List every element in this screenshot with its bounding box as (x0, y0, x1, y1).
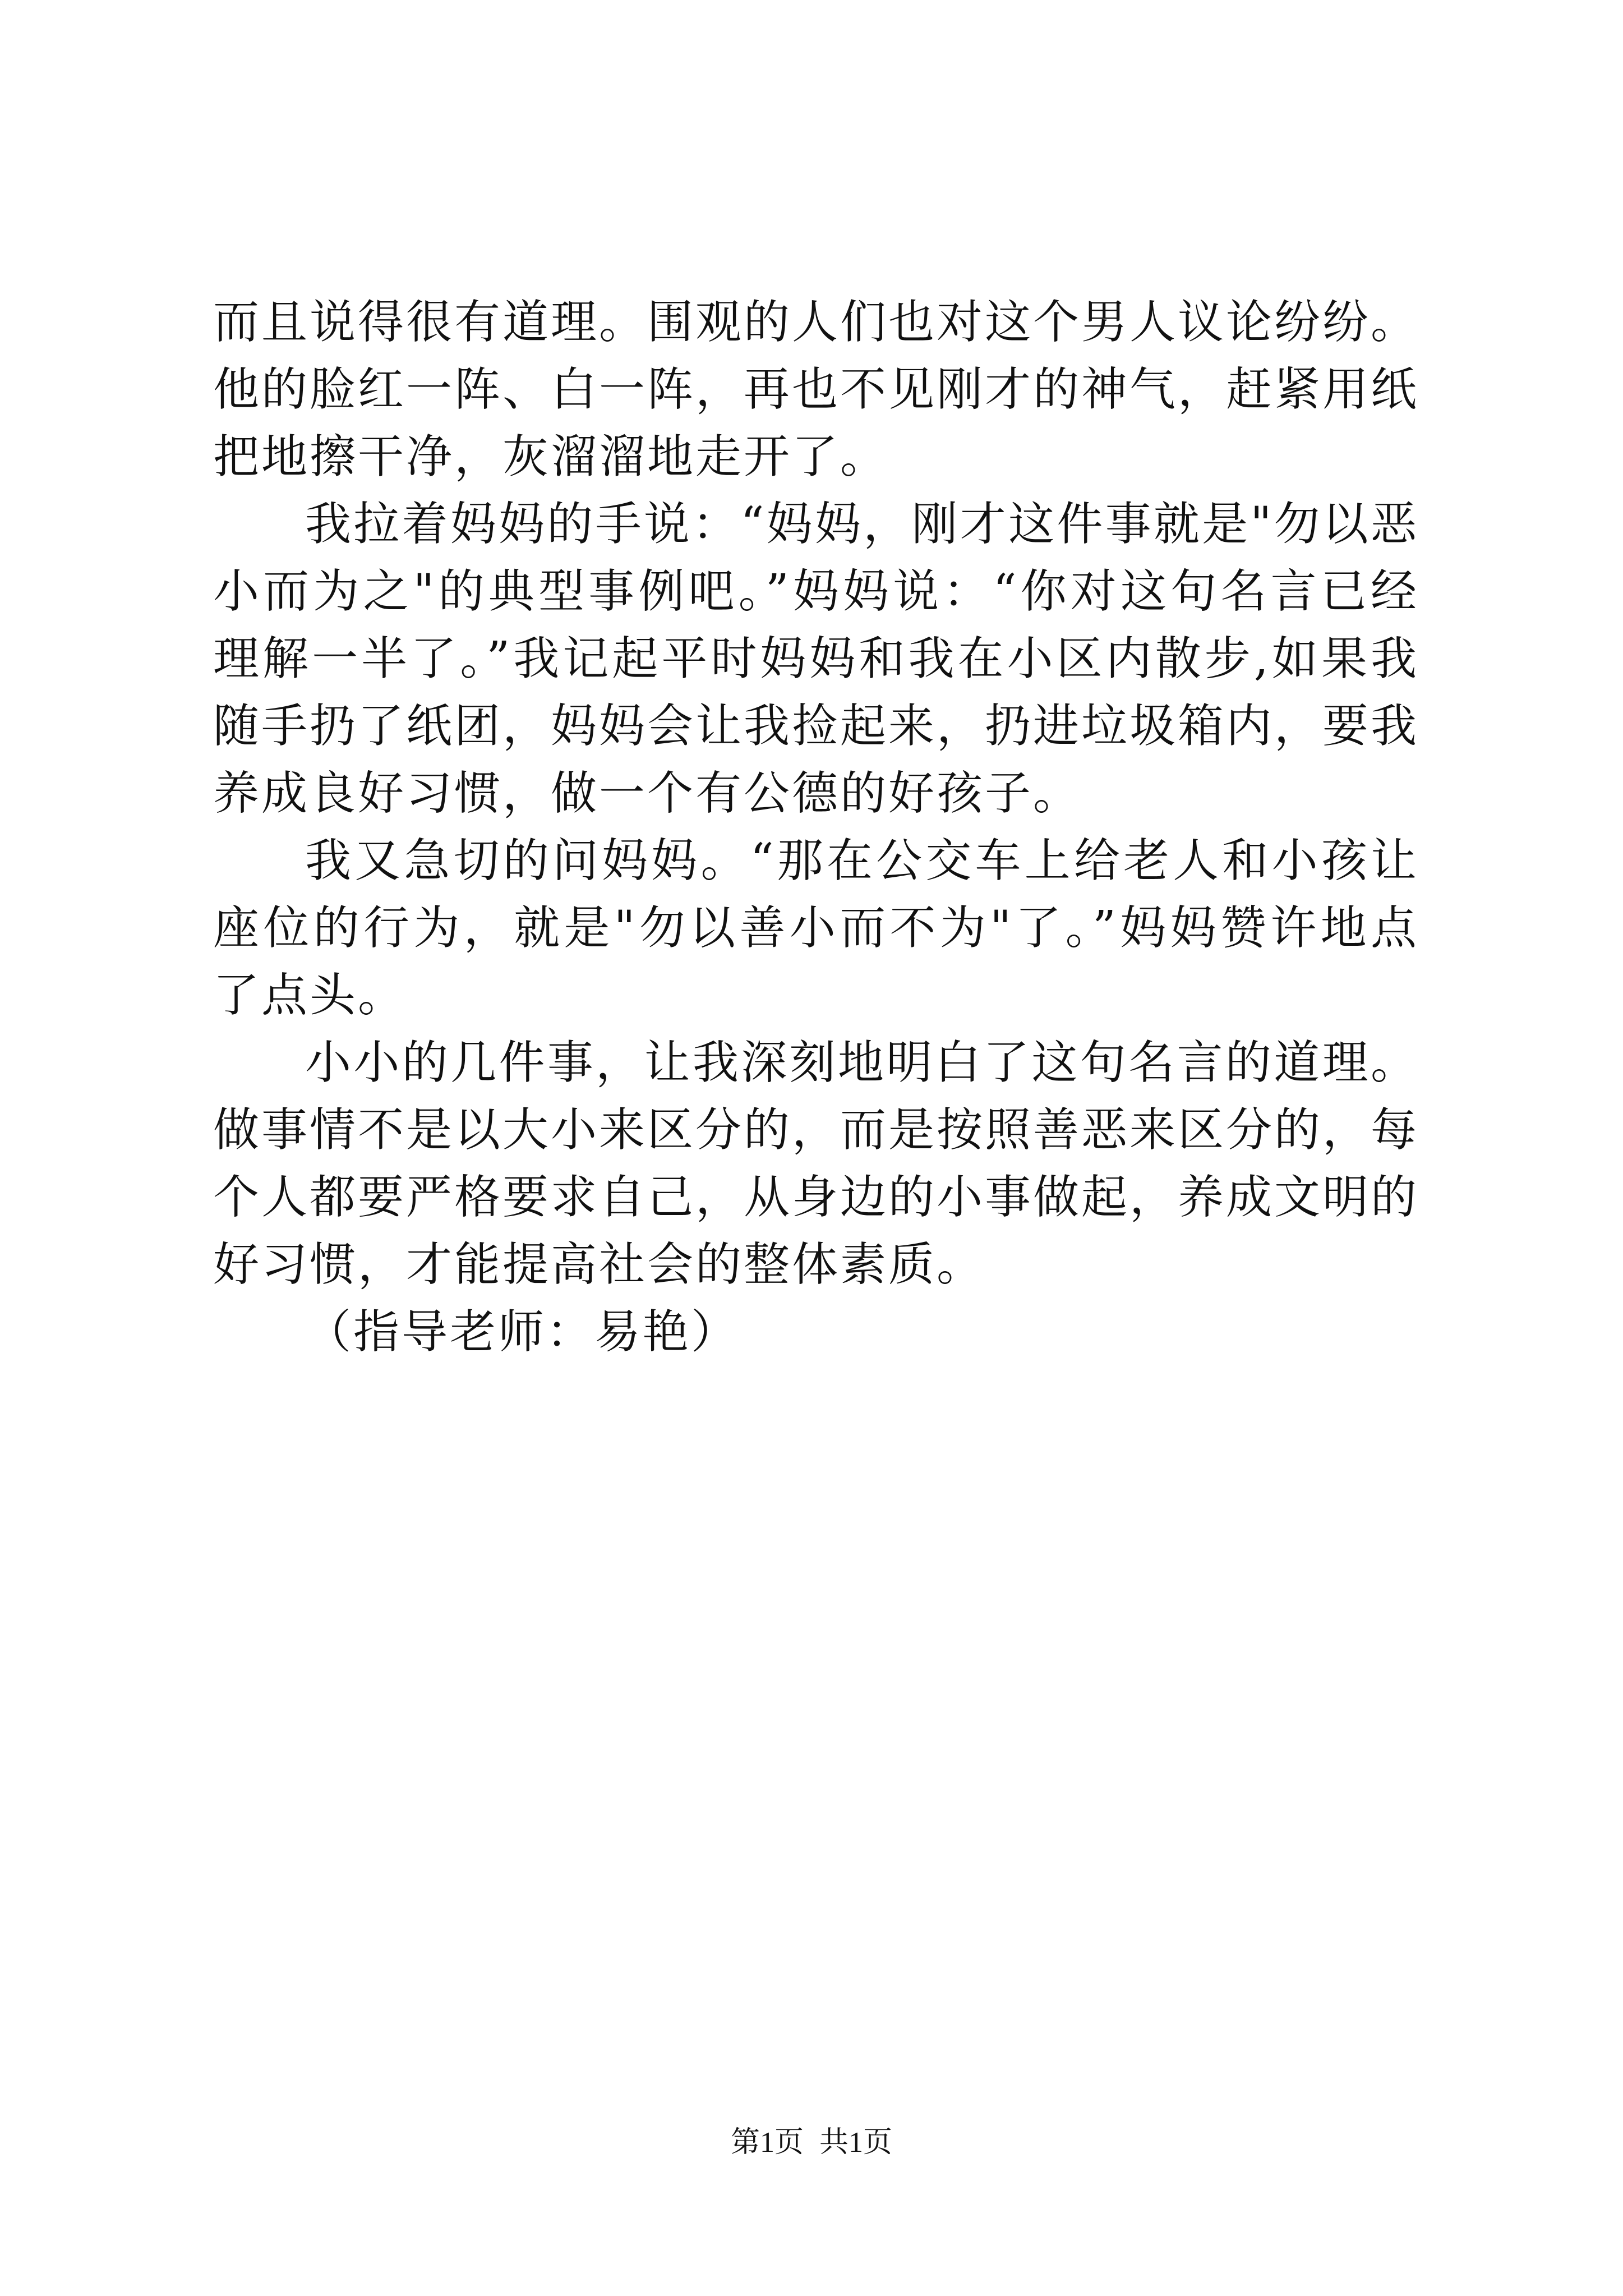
teacher-credit: （指导老师：易艳） (305, 1305, 740, 1359)
paragraph-bus-question: 我又急切的问妈妈。“那在公交车上给老人和小孩让座位的行为，就是"勿以善小而不为"了。”妈妈赞许地点了点头。 (213, 834, 1419, 1022)
paragraph-dialogue-mother: 我拉着妈妈的手说：“妈妈，刚才这件事就是"勿以恶小而为之"的典型事例吧。”妈妈说：“你对这句名言已经理解一半了。”我记起平时妈妈和我在小区内散步,如果我随手扔了纸团，妈妈会让我捡起来，扔进垃圾箱内，要我养成良好习惯，做一个有公德的好孩子。 (213, 498, 1419, 820)
page-number-current: 第1页 (730, 2127, 804, 2159)
paragraph-continuation: 而且说得很有道理。围观的人们也对这个男人议论纷纷。他的脸红一阵、白一阵，再也不见刚才的神气，赶紧用纸把地擦干净，灰溜溜地走开了。 (213, 296, 1419, 484)
document-body (213, 289, 1419, 1366)
page-number-total: 共1页 (819, 2127, 893, 2159)
paragraph-conclusion: 小小的几件事，让我深刻地明白了这句名言的道理。做事情不是以大小来区分的，而是按照善恶来区分的，每个人都要严格要求自己，从身边的小事做起，养成文明的好习惯，才能提高社会的整体素质。 (213, 1036, 1419, 1291)
page-footer (0, 2123, 1623, 2162)
